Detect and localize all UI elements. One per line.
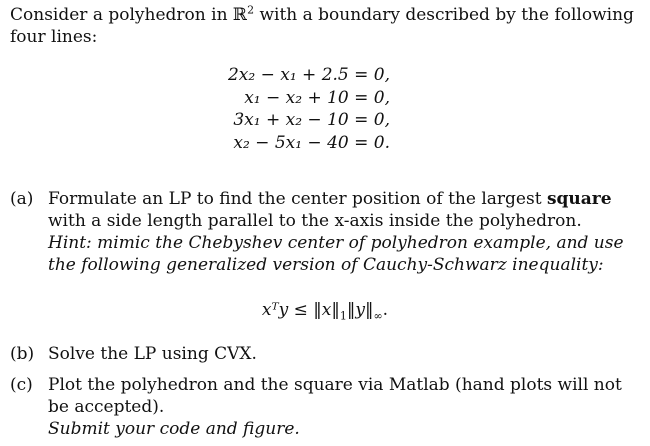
real-space-symbol: ℝ — [232, 5, 248, 25]
equation-2: x₁ − x₂ + 10 = 0, — [244, 87, 390, 108]
equation-4: x₂ − 5x₁ − 40 = 0. — [233, 132, 390, 153]
part-a-hint: Hint: mimic the Chebyshev center of polyhedron example, and use the following generalized version of Cauchy-Schwarz inequality: — [48, 233, 624, 275]
part-a-text-after: with a side length parallel to the x-axis inside the polyhedron. — [48, 211, 582, 231]
cauchy-schwarz-inequality — [0, 299, 650, 321]
part-a-label: (a) — [10, 189, 34, 209]
inequality-lhs: xᵀy ≤ ‖x‖ — [261, 300, 340, 320]
norm-inf-subscript: ∞ — [373, 309, 383, 323]
equation-3: 3x₁ + x₂ − 10 = 0, — [233, 110, 390, 130]
problem-intro — [10, 4, 640, 48]
intro-text-before: Consider a polyhedron in — [10, 5, 233, 25]
equation-1: 2x₂ − x₁ + 2.5 = 0, — [227, 65, 390, 85]
part-c-label: (c) — [10, 375, 33, 395]
intro-text-after: with a boundary described by the following four lines: — [10, 5, 634, 47]
part-a-bold-word: square — [546, 189, 612, 209]
real-space-exponent: 2 — [247, 3, 255, 17]
inequality-end: . — [382, 300, 389, 320]
inequality-mid: ‖y‖ — [346, 300, 374, 320]
part-c — [10, 374, 640, 440]
part-a-text-before: Formulate an LP to find the center position of the largest — [48, 189, 547, 209]
norm-1-subscript: 1 — [339, 309, 347, 323]
part-c-note: Submit your code and figure. — [48, 419, 300, 439]
part-b — [10, 343, 640, 365]
part-b-label: (b) — [10, 344, 35, 364]
boundary-equations — [150, 64, 390, 154]
part-a — [10, 188, 640, 276]
part-b-text: Solve the LP using CVX. — [48, 344, 257, 364]
part-c-text: Plot the polyhedron and the square via Matlab (hand plots will not be accepted). — [48, 375, 622, 417]
